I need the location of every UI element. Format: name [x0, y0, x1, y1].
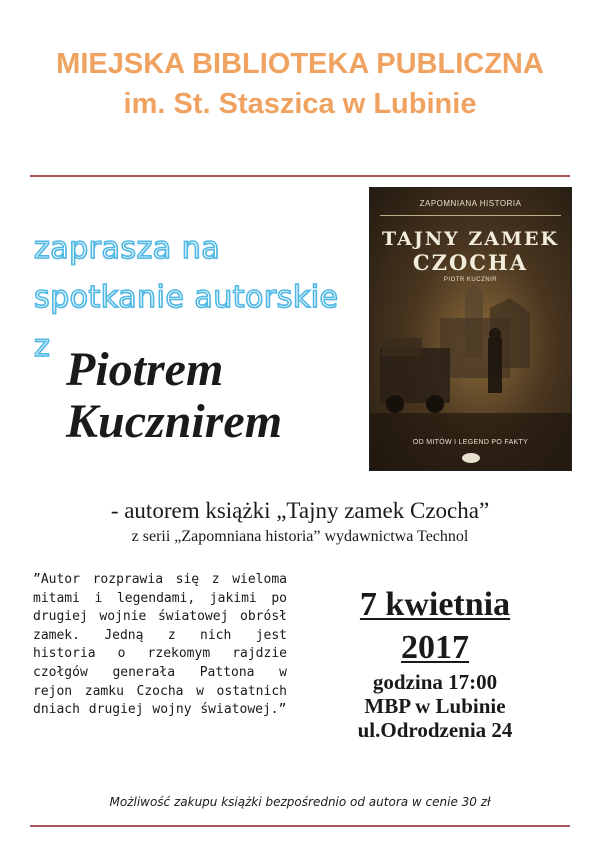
top-divider [30, 175, 570, 177]
event-address: ul.Odrodzenia 24 [357, 718, 513, 742]
book-cover [370, 188, 571, 470]
event-time: godzina 17:00 [372, 670, 498, 694]
event-year: 2017 [401, 629, 469, 666]
event-place: MBP w Lubinie [364, 694, 506, 718]
library-name [0, 44, 600, 124]
invitation-line1: zaprasza na [34, 231, 221, 266]
author-first-line: Piotrem [66, 343, 224, 396]
cover-title-line1: TAJNY ZAMEK [381, 228, 559, 250]
library-name-line1: MIEJSKA BIBLIOTEKA PUBLICZNA [56, 48, 544, 80]
purchase-note: Możliwość zakupu książki bezpośrednio od autora w cenie 30 zł [109, 795, 491, 809]
cover-tagline: OD MITÓW I LEGEND PO FAKTY [412, 439, 529, 446]
event-date: 7 kwietnia [359, 586, 511, 623]
cover-series: ZAPOMNIANA HISTORIA [419, 199, 522, 208]
publisher-logo-icon [462, 453, 480, 463]
bottom-divider [30, 825, 570, 827]
author-second-line: Kucznirem [66, 395, 283, 448]
book-series-line: z serii „Zapomniana historia” wydawnictwa Technol [131, 528, 469, 545]
cover-title-line2: CZOCHA [412, 250, 529, 275]
author-name [66, 344, 282, 448]
library-name-line2: im. St. Staszica w Lubinie [123, 88, 477, 120]
book-title-line: - autorem książki „Tajny zamek Czocha” [110, 498, 490, 523]
event-details [300, 670, 570, 742]
cover-author: PIOTR KUCZNIR [443, 277, 498, 283]
book-description-quote: ”Autor rozprawia się z wieloma mitami i legendami, jakimi po drugiej wojnie światowej obrósł zamek. Jedną z nich jest historia o rzekomym rajdzie czołgów generała Pattona w rejon zamku Czocha w ostatnich dniach drugiej wojny światowej.” [33, 572, 287, 718]
invitation-line2: spotkanie autorskie [34, 280, 339, 315]
cover-divider [380, 215, 561, 216]
invitation-line3: z [34, 329, 51, 364]
